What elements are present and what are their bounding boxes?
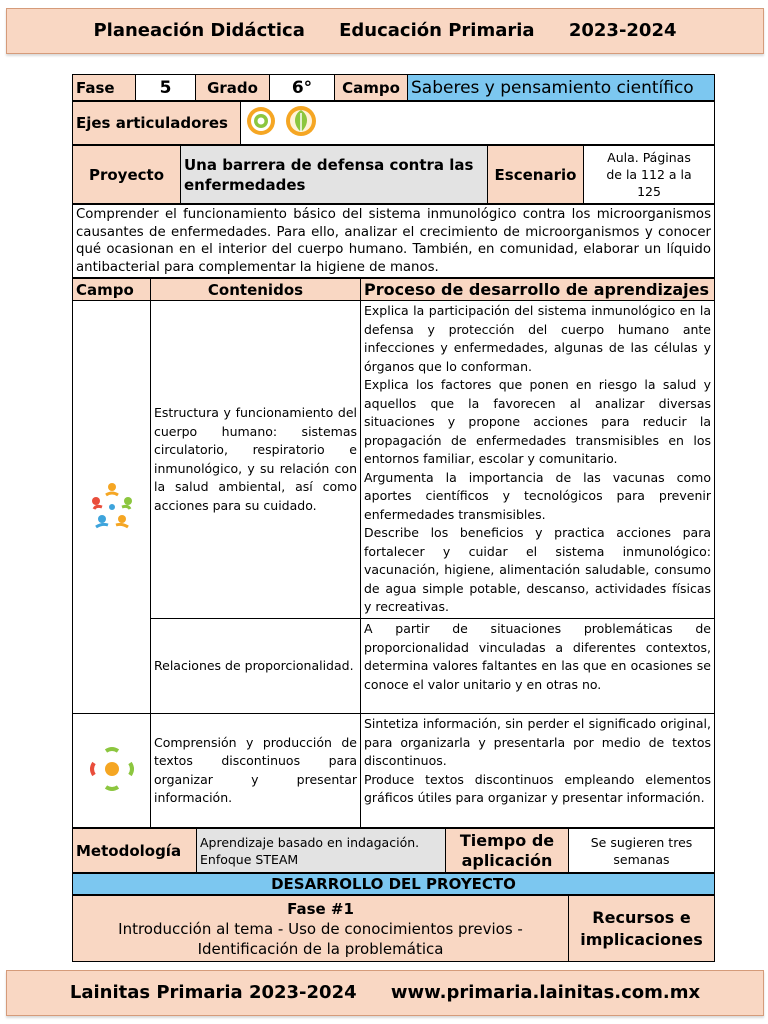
- project-description: Comprender el funcionamiento básico del sistema inmunológico contra los microorganismos causantes de enfermedades. Para ello, analizar el crecimiento de microorganismos y conocer qué ocasionan en el interior del cuerpo humano. También, en comunidad, elaborar un líquido antibacterial para complementar la higiene de manos.: [73, 205, 715, 278]
- campo-icon-cell: [73, 301, 151, 714]
- eje-circle-icon: [244, 104, 278, 142]
- fase-value: 5: [136, 75, 196, 101]
- proceso-item: Sintetiza información, sin perder el significado original, para organizarla y presentarla por medio de textos discontinuos.: [364, 716, 711, 768]
- footer-url[interactable]: www.primaria.lainitas.com.mx: [390, 982, 701, 1003]
- contenido-cell: Relaciones de proporcionalidad.: [151, 619, 361, 714]
- col-header-contenidos: Contenidos: [151, 279, 361, 301]
- grado-value: 6°: [270, 75, 335, 101]
- recursos-label: Recursos e implicaciones: [569, 896, 715, 962]
- proceso-cell: [361, 301, 715, 619]
- contenido-cell: Comprensión y producción de textos discontinuos para organizar y presentar información.: [151, 714, 361, 828]
- campo-value: Saberes y pensamiento científico: [408, 75, 715, 101]
- ejes-row: [72, 101, 715, 145]
- fase-title: Fase #1: [287, 899, 354, 918]
- description-row: [72, 204, 715, 278]
- metodologia-row: [72, 828, 715, 873]
- content-table: [72, 278, 715, 828]
- metodologia-label: Metodología: [73, 829, 197, 873]
- table-row: [73, 714, 715, 828]
- proceso-item: Argumenta la importancia de las vacunas como aportes científicos y tecnológicos para prevenir enfermedades transmisibles.: [364, 469, 711, 522]
- proyecto-row: [72, 145, 715, 204]
- proceso-item: Produce textos discontinuos empleando elementos gráficos útiles para organizar y presentar información.: [364, 771, 711, 805]
- contenido-cell: Estructura y funcionamiento del cuerpo humano: sistemas circulatorio, respiratorio e inmunológico, y su relación con la salud ambiental, así como acciones para su cuidado.: [151, 301, 361, 619]
- proceso-item: Explica la participación del sistema inmunológico en la defensa y protección del cuerpo humano ante infecciones y enfermedades, algunas de las células y órganos que lo conforman.: [364, 303, 711, 374]
- tiempo-value: Se sugieren tres semanas: [569, 829, 715, 873]
- fase-label: Fase: [73, 75, 136, 101]
- proceso-cell: [361, 619, 715, 714]
- desarrollo-title: DESARROLLO DEL PROYECTO: [73, 874, 715, 895]
- page-footer: [6, 970, 764, 1016]
- col-header-proceso: Proceso de desarrollo de aprendizajes: [361, 279, 715, 301]
- people-circle-icon: [88, 481, 136, 533]
- fase-row: [72, 895, 715, 962]
- tiempo-label: Tiempo de aplicación: [446, 829, 569, 873]
- eje-plant-icon: [283, 103, 319, 143]
- header-level: Educación Primaria: [339, 20, 535, 41]
- escenario-value: Aula. Páginas de la 112 a la 125: [584, 146, 715, 204]
- proyecto-label: Proyecto: [73, 146, 181, 204]
- fase-description: Introducción al tema - Uso de conocimientos previos - Identificación de la problemática: [118, 919, 523, 958]
- campo-label: Campo: [335, 75, 408, 101]
- community-icon: [88, 745, 136, 797]
- metodologia-line: Enfoque STEAM: [200, 851, 299, 867]
- proceso-cell: [361, 714, 715, 828]
- desarrollo-row: [72, 873, 715, 895]
- ejes-icons: [241, 102, 715, 145]
- proceso-item: Explica los factores que ponen en riesgo la salud y aquellos que la favorecen al analizar diversas situaciones y propone acciones para reducir la propagación de enfermedades transmisibles en los entornos familiar, escolar y comunitario.: [364, 377, 711, 466]
- planning-sheet: [72, 74, 715, 962]
- metodologia-value: [197, 829, 446, 873]
- proceso-item: A partir de situaciones problemáticas de proporcionalidad vinculadas a diferentes contextos, determina valores faltantes en las que en ocasiones se conoce el valor unitario y en otras no.: [364, 621, 711, 692]
- info-row: [72, 74, 715, 101]
- metodologia-line: Aprendizaje basado en indagación.: [200, 834, 420, 850]
- grado-label: Grado: [196, 75, 270, 101]
- header-year: 2023-2024: [568, 20, 677, 41]
- proceso-item: Describe los beneficios y practica acciones para fortalecer y cuidar el sistema inmunológico: vacunación, higiene, alimentación saludable, consumo de agua simple potable, descanso, actividades físicas y recreativas.: [364, 525, 711, 614]
- footer-brand: Lainitas Primaria 2023-2024: [69, 982, 357, 1003]
- page-header: [6, 8, 764, 54]
- table-row: [73, 619, 715, 714]
- fase-cell: [73, 896, 569, 962]
- proyecto-value: Una barrera de defensa contra las enfermedades: [181, 146, 488, 204]
- campo-icon-cell: [73, 714, 151, 828]
- table-row: [73, 301, 715, 619]
- col-header-campo: Campo: [73, 279, 151, 301]
- ejes-label: Ejes articuladores: [73, 102, 241, 145]
- header-title: Planeación Didáctica: [93, 20, 305, 41]
- escenario-label: Escenario: [488, 146, 584, 204]
